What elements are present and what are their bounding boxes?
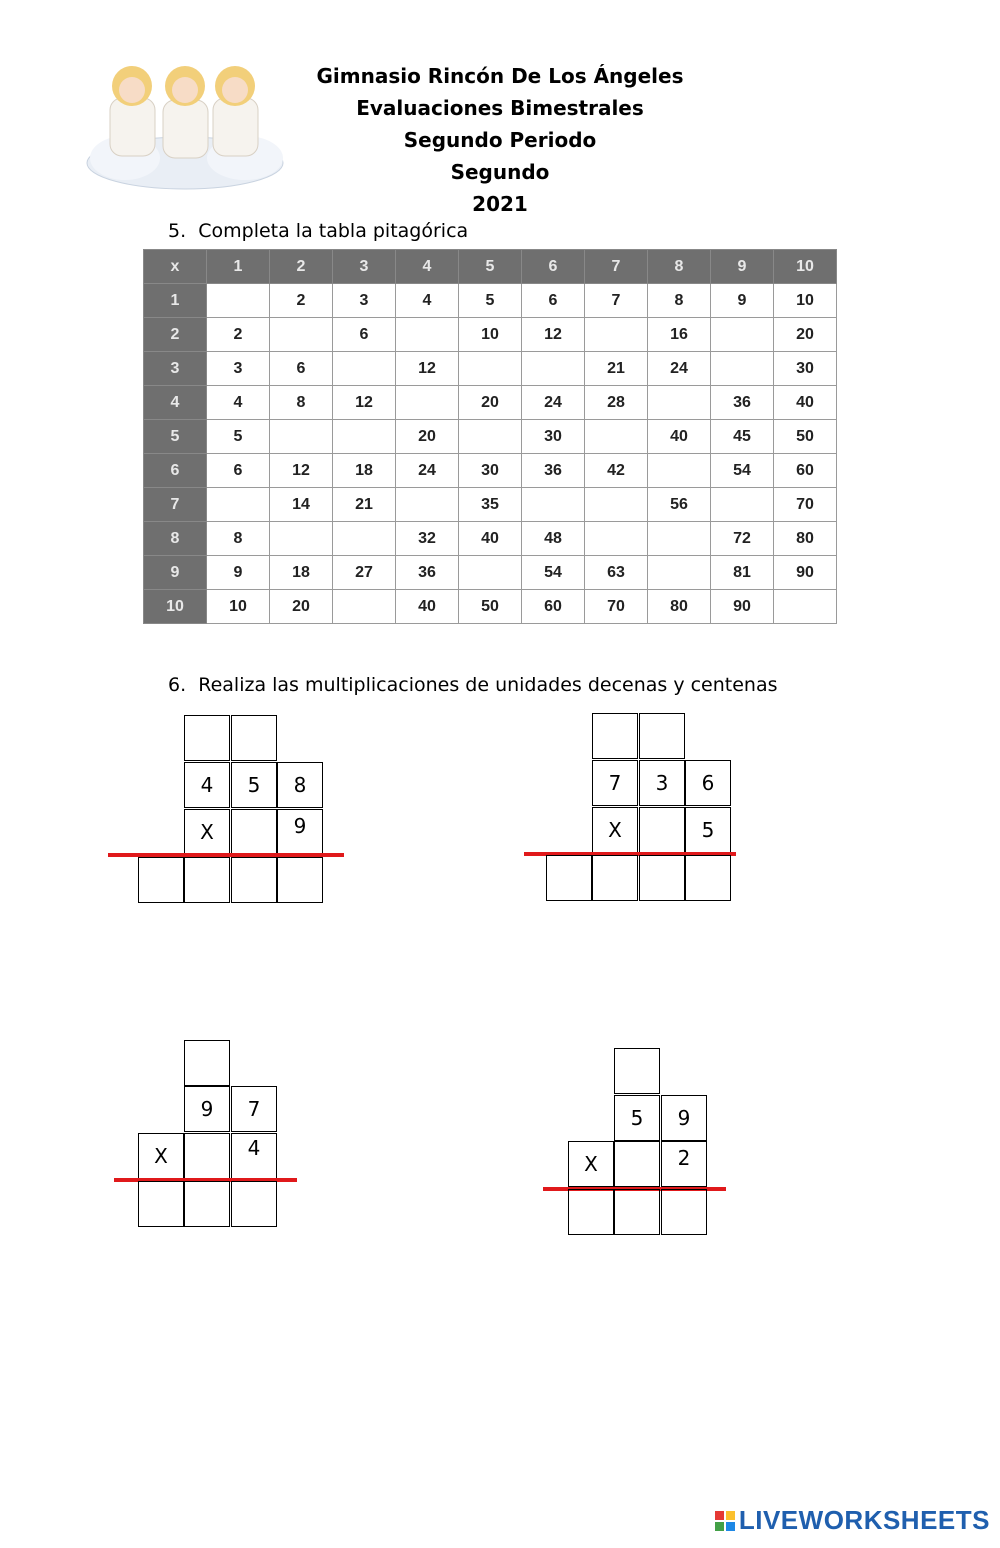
multiplicand-digit: 5 — [614, 1095, 660, 1141]
row-header-cell: 4 — [144, 386, 207, 420]
table-corner-cell: x — [144, 250, 207, 284]
empty-box — [231, 809, 277, 855]
table-cell: 2 — [207, 318, 270, 352]
brand-name: LIVEWORKSHEETS — [738, 1505, 990, 1535]
table-cell: 54 — [711, 454, 774, 488]
table-cell: 28 — [585, 386, 648, 420]
table-cell: 50 — [774, 420, 837, 454]
table-cell: 30 — [774, 352, 837, 386]
table-cell: 3 — [333, 284, 396, 318]
carry-box[interactable] — [184, 1040, 230, 1086]
answer-box[interactable] — [138, 1181, 184, 1227]
multiplicand-digit: 8 — [277, 762, 323, 808]
row-header-cell: 1 — [144, 284, 207, 318]
table-cell: 80 — [648, 590, 711, 624]
table-cell: 45 — [711, 420, 774, 454]
table-cell: 6 — [522, 284, 585, 318]
question-number: 6. — [168, 674, 187, 696]
carry-box[interactable] — [184, 715, 230, 761]
row-header-cell: 5 — [144, 420, 207, 454]
multiplier-digit: 4 — [231, 1133, 277, 1179]
table-header-row — [144, 250, 837, 284]
row-header-cell: 9 — [144, 556, 207, 590]
question-6-title — [168, 674, 778, 696]
table-cell: 70 — [774, 488, 837, 522]
year-label: 2021 — [472, 192, 528, 216]
multiplicand-digit: 9 — [661, 1095, 707, 1141]
column-header-cell: 9 — [711, 250, 774, 284]
table-cell: 10 — [207, 590, 270, 624]
carry-box[interactable] — [231, 715, 277, 761]
table-cell: 14 — [270, 488, 333, 522]
multiplicand-digit: 4 — [184, 762, 230, 808]
multiplicand-digit: 6 — [685, 760, 731, 806]
multiplicand-digit: 9 — [184, 1086, 230, 1132]
pythagorean-table — [143, 249, 837, 624]
row-header-cell: 8 — [144, 522, 207, 556]
table-cell: 3 — [207, 352, 270, 386]
answer-cell[interactable] — [333, 522, 396, 556]
question-number: 5. — [168, 220, 187, 242]
table-cell: 63 — [585, 556, 648, 590]
table-cell: 81 — [711, 556, 774, 590]
question-text: Completa la tabla pitagórica — [198, 220, 469, 242]
answer-cell[interactable] — [585, 318, 648, 352]
row-header-cell: 7 — [144, 488, 207, 522]
answer-cell[interactable] — [648, 556, 711, 590]
table-cell: 20 — [459, 386, 522, 420]
table-cell: 12 — [396, 352, 459, 386]
answer-cell[interactable] — [396, 318, 459, 352]
answer-cell[interactable] — [585, 420, 648, 454]
table-cell: 56 — [648, 488, 711, 522]
column-header-cell: 6 — [522, 250, 585, 284]
row-header-cell: 10 — [144, 590, 207, 624]
table-row — [144, 590, 837, 624]
column-header-cell: 5 — [459, 250, 522, 284]
table-cell: 20 — [270, 590, 333, 624]
answer-cell[interactable] — [648, 386, 711, 420]
answer-cell[interactable] — [711, 318, 774, 352]
multiplier-digit: 9 — [277, 809, 323, 855]
table-cell: 21 — [585, 352, 648, 386]
table-cell: 24 — [396, 454, 459, 488]
table-row — [144, 522, 837, 556]
answer-cell[interactable] — [522, 488, 585, 522]
table-cell: 4 — [207, 386, 270, 420]
answer-cell[interactable] — [207, 284, 270, 318]
answer-cell[interactable] — [396, 488, 459, 522]
table-cell: 60 — [522, 590, 585, 624]
table-cell: 9 — [207, 556, 270, 590]
answer-cell[interactable] — [459, 352, 522, 386]
table-cell: 6 — [207, 454, 270, 488]
table-cell: 32 — [396, 522, 459, 556]
answer-box[interactable] — [592, 855, 638, 901]
grade-label: Segundo — [450, 160, 550, 184]
answer-cell[interactable] — [585, 522, 648, 556]
table-cell: 54 — [522, 556, 585, 590]
table-cell: 20 — [774, 318, 837, 352]
table-cell: 7 — [585, 284, 648, 318]
answer-cell[interactable] — [459, 556, 522, 590]
column-header-cell: 8 — [648, 250, 711, 284]
table-cell: 5 — [459, 284, 522, 318]
multiplicand-digit: 7 — [231, 1086, 277, 1132]
table-cell: 42 — [585, 454, 648, 488]
answer-cell[interactable] — [522, 352, 585, 386]
table-row — [144, 386, 837, 420]
answer-cell[interactable] — [648, 454, 711, 488]
multiplier-digit: 5 — [685, 807, 731, 853]
table-cell: 21 — [333, 488, 396, 522]
row-header-cell: 6 — [144, 454, 207, 488]
period-label: Segundo Periodo — [403, 128, 597, 152]
answer-box[interactable] — [661, 1189, 707, 1235]
table-cell: 10 — [774, 284, 837, 318]
table-cell: 90 — [711, 590, 774, 624]
table-cell: 27 — [333, 556, 396, 590]
multiply-sign: X — [138, 1133, 184, 1179]
multiply-sign: X — [592, 807, 638, 853]
answer-cell[interactable] — [774, 590, 837, 624]
table-cell: 6 — [333, 318, 396, 352]
angels-on-cloud-icon — [85, 58, 285, 193]
table-cell: 40 — [396, 590, 459, 624]
row-header-cell: 3 — [144, 352, 207, 386]
table-cell: 80 — [774, 522, 837, 556]
column-header-cell: 7 — [585, 250, 648, 284]
table-cell: 60 — [774, 454, 837, 488]
table-cell: 90 — [774, 556, 837, 590]
table-cell: 6 — [270, 352, 333, 386]
table-cell: 40 — [648, 420, 711, 454]
answer-box[interactable] — [546, 855, 592, 901]
carry-box[interactable] — [592, 713, 638, 759]
table-cell: 40 — [774, 386, 837, 420]
multiply-sign: X — [568, 1141, 614, 1187]
table-row — [144, 488, 837, 522]
empty-box — [639, 807, 685, 853]
answer-cell[interactable] — [270, 420, 333, 454]
table-cell: 2 — [270, 284, 333, 318]
document-header — [300, 60, 700, 220]
answer-cell[interactable] — [270, 318, 333, 352]
answer-box[interactable] — [614, 1189, 660, 1235]
multiplicand-digit: 5 — [231, 762, 277, 808]
table-cell: 12 — [522, 318, 585, 352]
question-5-title — [168, 220, 468, 242]
column-header-cell: 1 — [207, 250, 270, 284]
column-header-cell: 2 — [270, 250, 333, 284]
multiplier-digit: 2 — [661, 1141, 707, 1187]
table-cell: 40 — [459, 522, 522, 556]
answer-cell[interactable] — [648, 522, 711, 556]
answer-cell[interactable] — [333, 590, 396, 624]
table-cell: 5 — [207, 420, 270, 454]
table-row — [144, 284, 837, 318]
answer-cell[interactable] — [333, 352, 396, 386]
column-header-cell: 4 — [396, 250, 459, 284]
table-cell: 30 — [459, 454, 522, 488]
table-cell: 72 — [711, 522, 774, 556]
table-cell: 8 — [648, 284, 711, 318]
question-text: Realiza las multiplicaciones de unidades decenas y centenas — [198, 674, 778, 696]
table-cell: 10 — [459, 318, 522, 352]
answer-cell[interactable] — [396, 386, 459, 420]
table-cell: 20 — [396, 420, 459, 454]
answer-box[interactable] — [184, 1181, 230, 1227]
answer-box[interactable] — [685, 855, 731, 901]
empty-box — [184, 1133, 230, 1179]
column-header-cell: 3 — [333, 250, 396, 284]
table-cell: 12 — [333, 386, 396, 420]
table-cell: 50 — [459, 590, 522, 624]
evaluation-title: Evaluaciones Bimestrales — [356, 96, 644, 120]
answer-cell[interactable] — [711, 488, 774, 522]
table-cell: 9 — [711, 284, 774, 318]
table-cell: 24 — [648, 352, 711, 386]
answer-cell[interactable] — [585, 488, 648, 522]
column-header-cell: 10 — [774, 250, 837, 284]
table-cell: 70 — [585, 590, 648, 624]
table-cell: 4 — [396, 284, 459, 318]
row-header-cell: 2 — [144, 318, 207, 352]
table-cell: 18 — [333, 454, 396, 488]
table-cell: 16 — [648, 318, 711, 352]
table-cell: 36 — [396, 556, 459, 590]
table-cell: 8 — [270, 386, 333, 420]
answer-box[interactable] — [568, 1189, 614, 1235]
answer-cell[interactable] — [459, 420, 522, 454]
answer-box[interactable] — [231, 857, 277, 903]
table-cell: 24 — [522, 386, 585, 420]
answer-box[interactable] — [231, 1181, 277, 1227]
carry-box[interactable] — [639, 713, 685, 759]
answer-cell[interactable] — [207, 488, 270, 522]
table-cell: 36 — [522, 454, 585, 488]
answer-box[interactable] — [184, 857, 230, 903]
answer-box[interactable] — [277, 857, 323, 903]
empty-box — [614, 1141, 660, 1187]
answer-cell[interactable] — [333, 420, 396, 454]
carry-box[interactable] — [614, 1048, 660, 1094]
answer-box[interactable] — [639, 855, 685, 901]
table-row — [144, 318, 837, 352]
answer-cell[interactable] — [270, 522, 333, 556]
table-cell: 18 — [270, 556, 333, 590]
table-cell: 12 — [270, 454, 333, 488]
table-row — [144, 352, 837, 386]
table-cell: 48 — [522, 522, 585, 556]
table-row — [144, 454, 837, 488]
liveworksheets-brand — [715, 1505, 990, 1536]
table-cell: 35 — [459, 488, 522, 522]
multiplicand-digit: 3 — [639, 760, 685, 806]
table-cell: 8 — [207, 522, 270, 556]
multiplicand-digit: 7 — [592, 760, 638, 806]
answer-box[interactable] — [138, 857, 184, 903]
table-row — [144, 556, 837, 590]
school-name: Gimnasio Rincón De Los Ángeles — [316, 64, 684, 88]
table-cell: 30 — [522, 420, 585, 454]
table-cell: 36 — [711, 386, 774, 420]
answer-cell[interactable] — [711, 352, 774, 386]
table-row — [144, 420, 837, 454]
liveworksheets-logo-icon — [715, 1511, 735, 1531]
multiply-sign: X — [184, 809, 230, 855]
